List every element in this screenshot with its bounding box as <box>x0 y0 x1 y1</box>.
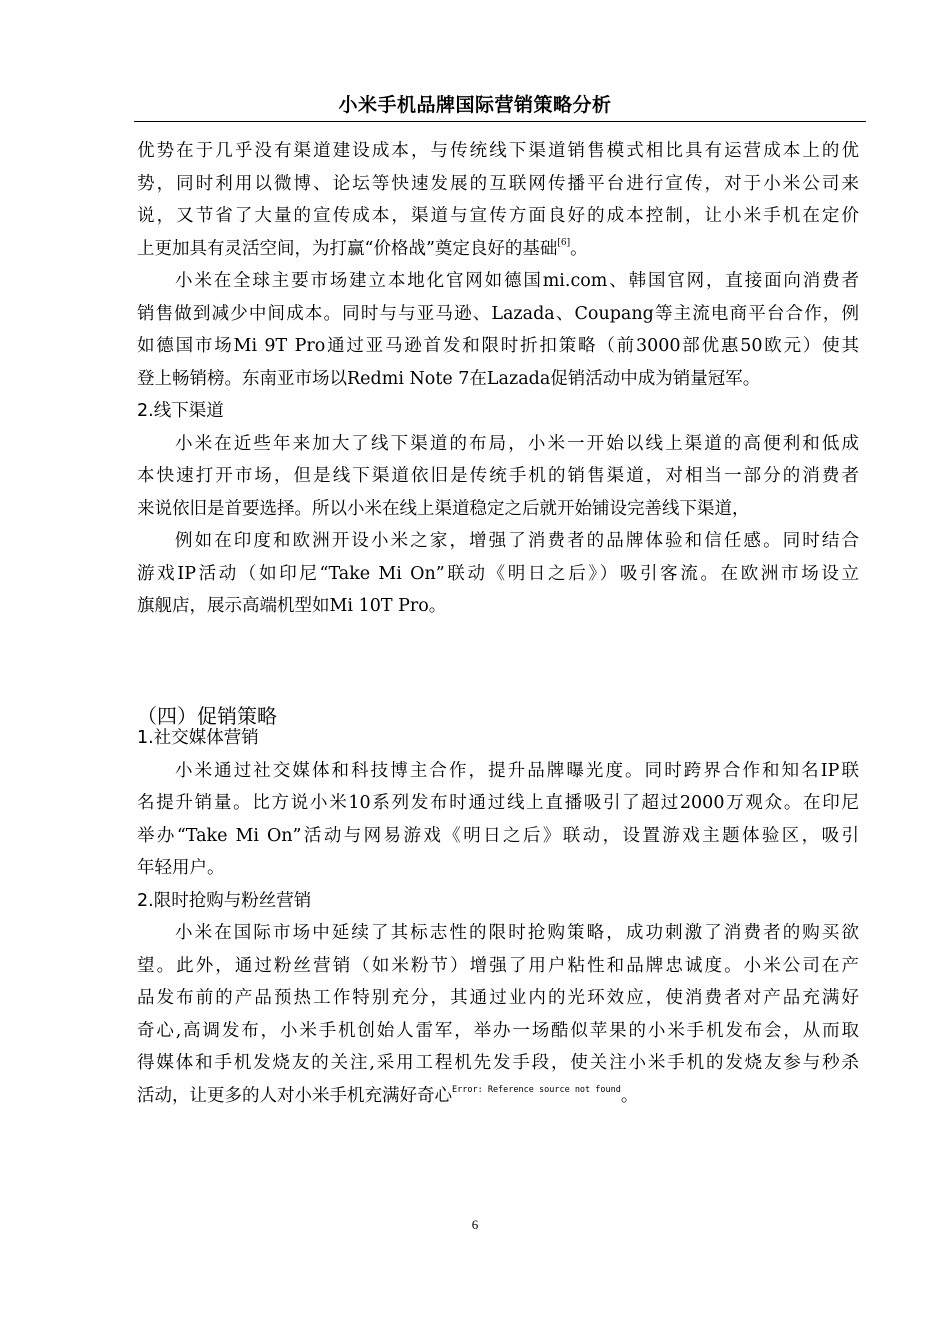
paragraph-line: 名提升销量。比方说小米10系列发布时通过线上直播吸引了超过2000万观众。在印尼 <box>137 793 859 813</box>
paragraph-line: 小米在全球主要市场建立本地化官网如德国mi.com、韩国官网，直接面向消费者 <box>175 271 859 291</box>
paragraph-line: 奇心,高调发布，小米手机创始人雷军，举办一场酷似苹果的小米手机发布会，从而取 <box>137 1020 859 1041</box>
paragraph-line-last <box>137 233 859 266</box>
paragraph-line: 游戏IP活动（如印尼“Take Mi On”联动《明日之后》）吸引客流。在欧洲市场设立 <box>137 563 859 584</box>
paragraph-text: 活动，让更多的人对小米手机充满好奇心 <box>137 1085 452 1106</box>
paragraph-line: 望。此外，通过粉丝营销（如米粉节）增强了用户粘性和品牌忠诚度。小米公司在产 <box>137 955 859 976</box>
page-number: 6 <box>471 1217 479 1232</box>
paragraph-line-last: 登上畅销榜。东南亚市场以Redmi Note 7在Lazada促销活动中成为销量冠军。 <box>137 368 761 389</box>
paragraph-line-last <box>137 1080 859 1113</box>
paragraph-line: 例如在印度和欧洲开设小米之家，增强了消费者的品牌体验和信任感。同时结合 <box>175 531 859 551</box>
paragraph-line: 说，又节省了大量的宣传成本，渠道与宣传方面良好的成本控制，让小米手机在定价 <box>137 206 859 226</box>
subsection-heading-flash-sale: 2.限时抢购与粉丝营销 <box>137 890 312 911</box>
paragraph-line: 举办“Take Mi On”活动与网易游戏《明日之后》联动，设置游戏主题体验区，吸引 <box>137 825 859 846</box>
subsection-heading-social-media: 1.社交媒体营销 <box>137 728 259 748</box>
paragraph-text: 上更加具有灵活空间，为打赢“价格战”奠定良好的基础 <box>137 238 558 259</box>
section-heading-promotion-strategy: （四）促销策略 <box>137 704 277 728</box>
body-lower <box>137 722 859 1112</box>
reference-error-note: Error: Reference source not found <box>452 1084 621 1095</box>
paragraph-line: 优势在于几乎没有渠道建设成本，与传统线下渠道销售模式相比具有运营成本上的优 <box>137 141 859 161</box>
paragraph-end-mark: 。 <box>620 1085 639 1106</box>
paragraph-line: 本快速打开市场，但是线下渠道依旧是传统手机的销售渠道，对相当一部分的消费者 <box>137 466 859 486</box>
running-header-title: 小米手机品牌国际营销策略分析 <box>338 94 612 116</box>
paragraph-end-mark: 。 <box>570 238 588 259</box>
header-rule <box>134 121 866 122</box>
paragraph-line-last: 年轻用户。 <box>137 858 225 878</box>
paragraph-line: 势，同时利用以微博、论坛等快速发展的互联网传播平台进行宣传，对于小米公司来 <box>137 173 859 194</box>
paragraph-line: 小米在国际市场中延续了其标志性的限时抢购策略，成功刺激了消费者的购买欲 <box>175 923 859 943</box>
citation-reference: [6] <box>557 237 571 248</box>
paragraph-line: 小米通过社交媒体和科技博主合作，提升品牌曝光度。同时跨界合作和知名IP联 <box>175 760 859 781</box>
paragraph-line: 如德国市场Mi 9T Pro通过亚马逊首发和限时折扣策略（前3000部优惠50欧元）使其 <box>137 336 859 356</box>
paragraph-line: 小米在近些年来加大了线下渠道的布局，小米一开始以线上渠道的高便利和低成 <box>175 433 859 454</box>
subsection-heading-offline-channels: 2.线下渠道 <box>137 401 224 421</box>
paragraph-line-last: 来说依旧是首要选择。所以小米在线上渠道稳定之后就开始铺设完善线下渠道， <box>137 498 750 519</box>
body-upper <box>137 135 859 623</box>
paragraph-line: 品发布前的产品预热工作特别充分，其通过业内的光环效应，使消费者对产品充满好 <box>137 988 859 1008</box>
paragraph-line: 得媒体和手机发烧友的关注,采用工程机先发手段，使关注小米手机的发烧友参与秒杀 <box>137 1053 859 1073</box>
paragraph-line-last: 旗舰店，展示高端机型如Mi 10T Pro。 <box>137 596 447 616</box>
paragraph-line: 销售做到减少中间成本。同时与与亚马逊、Lazada、Coupang等主流电商平台合作，例 <box>137 303 859 324</box>
